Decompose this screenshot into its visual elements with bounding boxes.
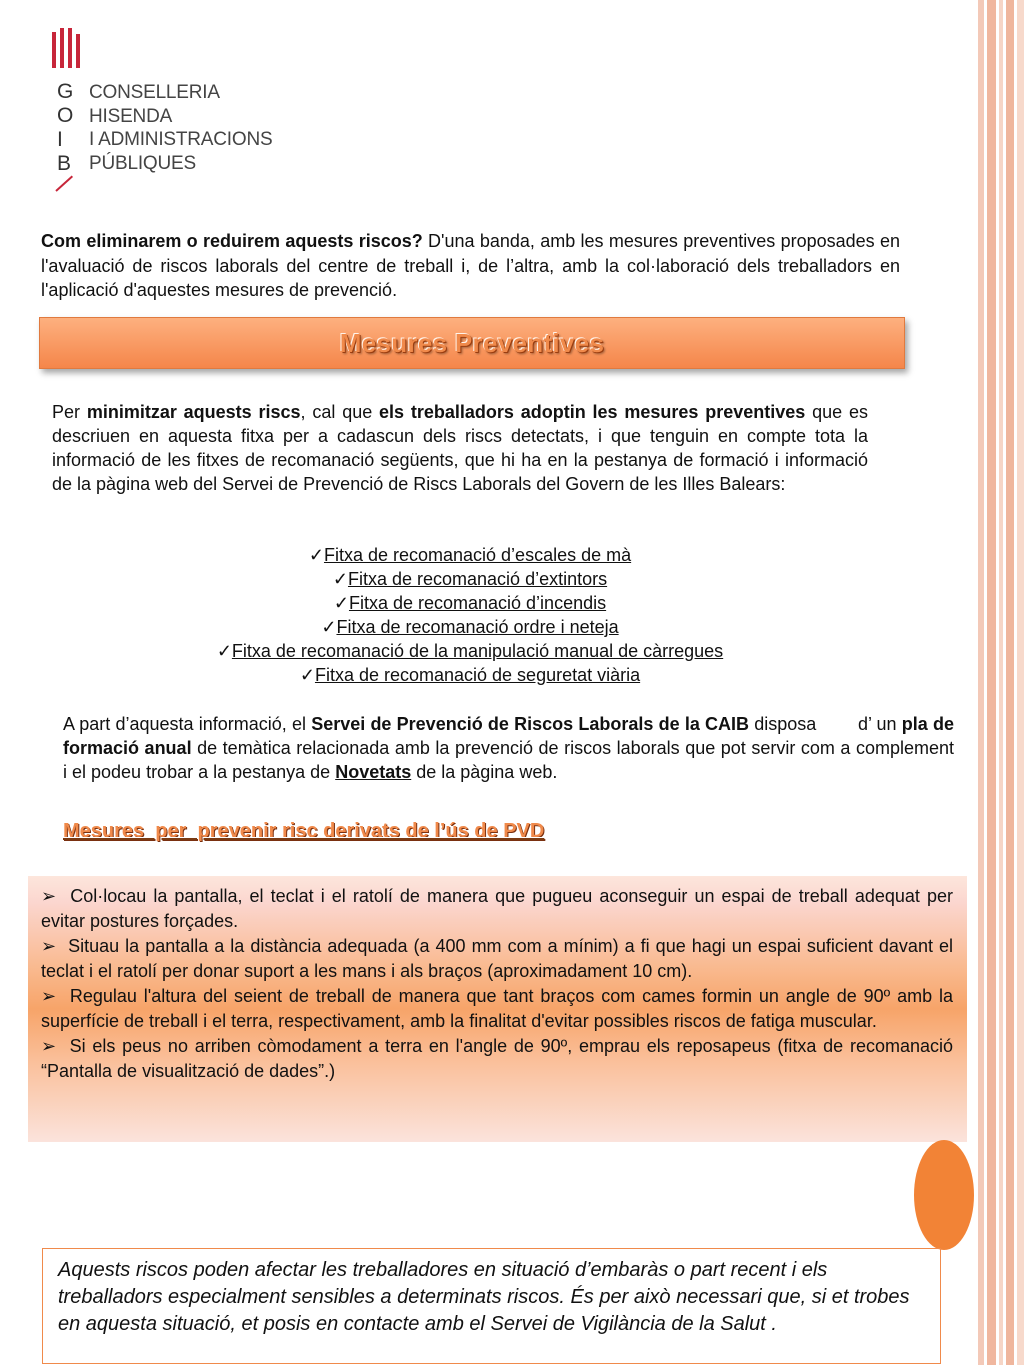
arrow-bullet-icon: ➢ <box>41 886 71 906</box>
logo-line: CONSELLERIA <box>89 82 220 103</box>
logo-line: I ADMINISTRACIONS <box>89 129 273 150</box>
check-icon: ✓ <box>299 665 315 685</box>
arrow-bullet-icon: ➢ <box>41 1036 70 1056</box>
text: que es descriuen en aquesta fitxa per a cadascun dels riscs detectats, i que tenguin en compte tota la informació de les fitxes de recomanació següents, que hi ha en la pestanya de formació i informació de la pàgina web del Servei de Prevenció de Riscs Laborals del Govern de les Illes Balears: <box>52 402 868 494</box>
stripe <box>978 0 984 1365</box>
list-item[interactable] <box>40 567 900 591</box>
list-item[interactable] <box>40 591 900 615</box>
novetats-link[interactable]: Novetats <box>335 762 412 782</box>
intro-paragraph <box>41 229 900 303</box>
main-paragraph <box>52 400 868 496</box>
arrow-bullet-icon: ➢ <box>41 986 70 1006</box>
stripe <box>1006 0 1014 1365</box>
recommendation-link[interactable]: Fitxa de recomanació d’escales de mà <box>323 545 632 565</box>
logo-line: HISENDA <box>89 105 173 127</box>
section-title-banner <box>39 317 905 369</box>
list-item <box>41 934 953 984</box>
stripe <box>1017 0 1024 1365</box>
logo-slash <box>55 176 73 192</box>
list-item[interactable] <box>40 663 900 687</box>
check-icon: ✓ <box>308 545 324 565</box>
list-item <box>41 884 953 934</box>
item-text: Regulau l'altura del seient de treball de manera que tant braços com cames formin un angle de 90º amb la superfície de treball i el terra, respectivament, amb la finalitat d'evitar possibles riscos de fatiga muscular. <box>41 986 953 1031</box>
bold-text: minimitzar aquests riscs <box>86 402 301 422</box>
recommendation-list <box>40 543 900 687</box>
logo-department-name <box>89 81 272 175</box>
text: Per <box>52 402 87 422</box>
check-icon: ✓ <box>333 593 349 613</box>
list-item[interactable] <box>40 639 900 663</box>
section-title: Mesures Preventives <box>339 327 605 358</box>
list-item <box>41 1034 953 1084</box>
check-icon: ✓ <box>321 617 337 637</box>
text: A part d’aquesta informació, el <box>63 714 312 734</box>
stripe <box>987 0 996 1365</box>
logo-letter: B <box>57 152 72 175</box>
text: , cal que <box>300 402 380 422</box>
item-text: Si els peus no arriben còmodament a terra en l'angle de 90º, emprau els reposapeus (fitxa de recomanació “Pantalla de visualització de dades”.) <box>41 1036 953 1081</box>
bold-text: els treballadors adoptin les mesures preventives <box>379 402 806 422</box>
text: disposa d’ un <box>749 714 902 734</box>
bold-text: Servei de Prevenció de Riscos Laborals de la CAIB <box>311 714 750 734</box>
intro-text: D'una banda, amb les mesures preventives proposades en l'avaluació de riscos laborals del centre de treball i, de l’altra, amb la col·laboració dels treballadors en l'aplicació d'aquestes mesures de prevenció. <box>41 231 900 300</box>
list-item[interactable] <box>40 543 900 567</box>
recommendation-link[interactable]: Fitxa de recomanació ordre i neteja <box>336 617 619 637</box>
list-item[interactable] <box>40 615 900 639</box>
recommendation-link[interactable]: Fitxa de recomanació de la manipulació manual de càrregues <box>231 641 724 661</box>
recommendation-link[interactable]: Fitxa de recomanació de seguretat viària <box>314 665 641 685</box>
list-item <box>41 984 953 1034</box>
logo-letters <box>57 80 73 176</box>
text: de temàtica relacionada amb la prevenció de riscos laborals que pot servir com a complement i el podeu trobar a la pestanya de <box>63 738 955 782</box>
note-text: Aquests riscos poden afectar les treballadores en situació d’embaràs o part recent i els treballadors especialment sensibles a determinats riscos. És per això necessari que, si et trobes en aquesta situació, et posis en contacte amb el Servei de Vigilància de la Salut . <box>58 1259 910 1335</box>
check-icon: ✓ <box>332 569 348 589</box>
decorative-oval <box>914 1140 974 1250</box>
intro-question: Com eliminarem o reduirem aquests riscos? <box>41 231 423 251</box>
bold-text: pla de formació anual <box>63 714 955 758</box>
logo-letter: G <box>57 80 74 103</box>
stripe <box>999 0 1003 1365</box>
recommendation-link[interactable]: Fitxa de recomanació d’incendis <box>348 593 607 613</box>
caib-paragraph <box>63 712 954 784</box>
decorative-stripes <box>978 0 1024 1365</box>
check-icon: ✓ <box>216 641 232 661</box>
recommendation-link[interactable]: Fitxa de recomanació d’extintors <box>347 569 608 589</box>
pvd-list <box>41 884 953 1084</box>
pvd-heading: Mesures per prevenir risc derivats de l’ús de PVD <box>63 820 545 842</box>
goib-logo-icon <box>52 28 80 68</box>
logo-letter: I <box>57 128 63 151</box>
logo-letter: O <box>57 104 74 127</box>
item-text: Col·locau la pantalla, el teclat i el ratolí de manera que pugueu aconseguir un espai de treball adequat per evitar postures forçades. <box>41 886 953 931</box>
item-text: Situau la pantalla a la distància adequada (a 400 mm com a mínim) a fi que hagi un espai suficient davant el teclat i el ratolí per donar suport a les mans i als braços (aproximadament 10 cm). <box>41 936 953 981</box>
text: de la pàgina web. <box>411 762 558 782</box>
arrow-bullet-icon: ➢ <box>41 936 69 956</box>
logo-line: PÚBLIQUES <box>89 152 196 174</box>
